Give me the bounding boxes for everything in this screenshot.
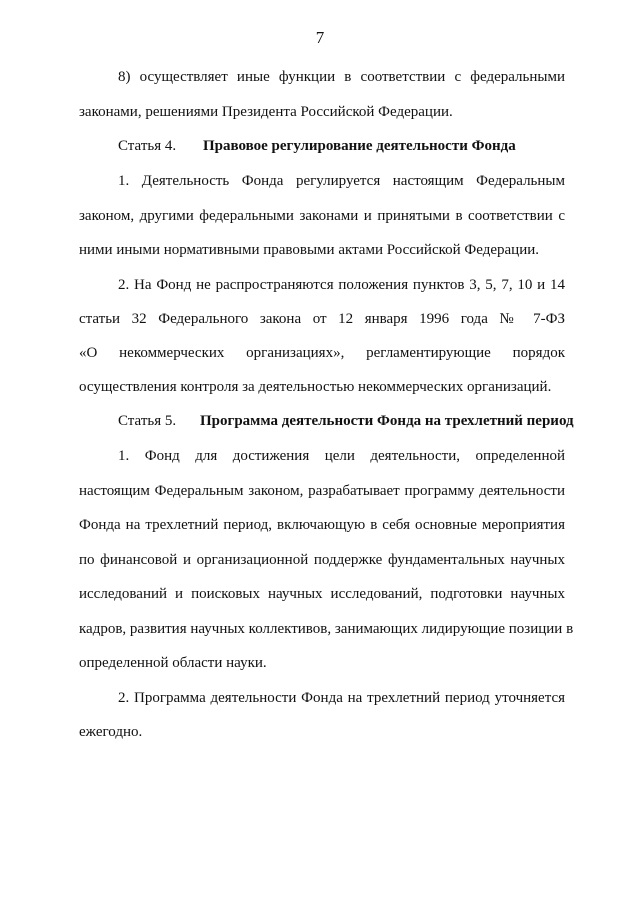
article-4-part-2-line-4: осуществления контроля за деятельностью некоммерческих организаций. xyxy=(79,379,552,395)
article-5-part-1-line-3: Фонда на трехлетний период, включающую в себя основные мероприятия xyxy=(79,517,565,533)
article-4-title: Правовое регулирование деятельности Фонда xyxy=(203,138,516,154)
article-5-title: Программа деятельности Фонда на трехлетний период xyxy=(200,413,574,429)
article-4-part-2-line-1: 2. На Фонд не распространяются положения пунктов 3, 5, 7, 10 и 14 xyxy=(118,277,565,293)
article-5-part-1-line-2: настоящим Федеральным законом, разрабатывает программу деятельности xyxy=(79,483,565,499)
article-5-label: Статья 5. xyxy=(118,413,177,429)
article-5-part-1-line-1: 1. Фонд для достижения цели деятельности, определенной xyxy=(118,448,565,464)
item-8-line-1: 8) осуществляет иные функции в соответствии с федеральными xyxy=(118,69,565,85)
article-4-part-1-line-2: законом, другими федеральными законами и принятыми в соответствии с xyxy=(79,208,565,224)
article-4-part-1-line-1: 1. Деятельность Фонда регулируется настоящим Федеральным xyxy=(118,173,565,189)
article-4-part-2-line-3: «О некоммерческих организациях», регламентирующие порядок xyxy=(79,345,565,361)
article-5-part-1-line-5: исследований и поисковых научных исследований, подготовки научных xyxy=(79,586,565,602)
article-4-part-2-line-2: статьи 32 Федерального закона от 12 января 1996 года № 7-ФЗ xyxy=(79,311,565,327)
item-8-line-2: законами, решениями Президента Российской Федерации. xyxy=(79,104,453,120)
article-4-part-1-line-3: ними иными нормативными правовыми актами Российской Федерации. xyxy=(79,242,539,258)
article-5-part-1-line-4: по финансовой и организационной поддержке фундаментальных научных xyxy=(79,552,565,568)
article-5-part-1-line-7: определенной области науки. xyxy=(79,655,267,671)
article-5-part-2-line-1: 2. Программа деятельности Фонда на трехлетний период уточняется xyxy=(118,690,565,706)
article-5-part-2-line-2: ежегодно. xyxy=(79,724,143,740)
article-4-label: Статья 4. xyxy=(118,138,177,154)
article-5-part-1-line-6: кадров, развития научных коллективов, занимающих лидирующие позиции в xyxy=(79,621,574,637)
page-number: 7 xyxy=(315,28,325,47)
